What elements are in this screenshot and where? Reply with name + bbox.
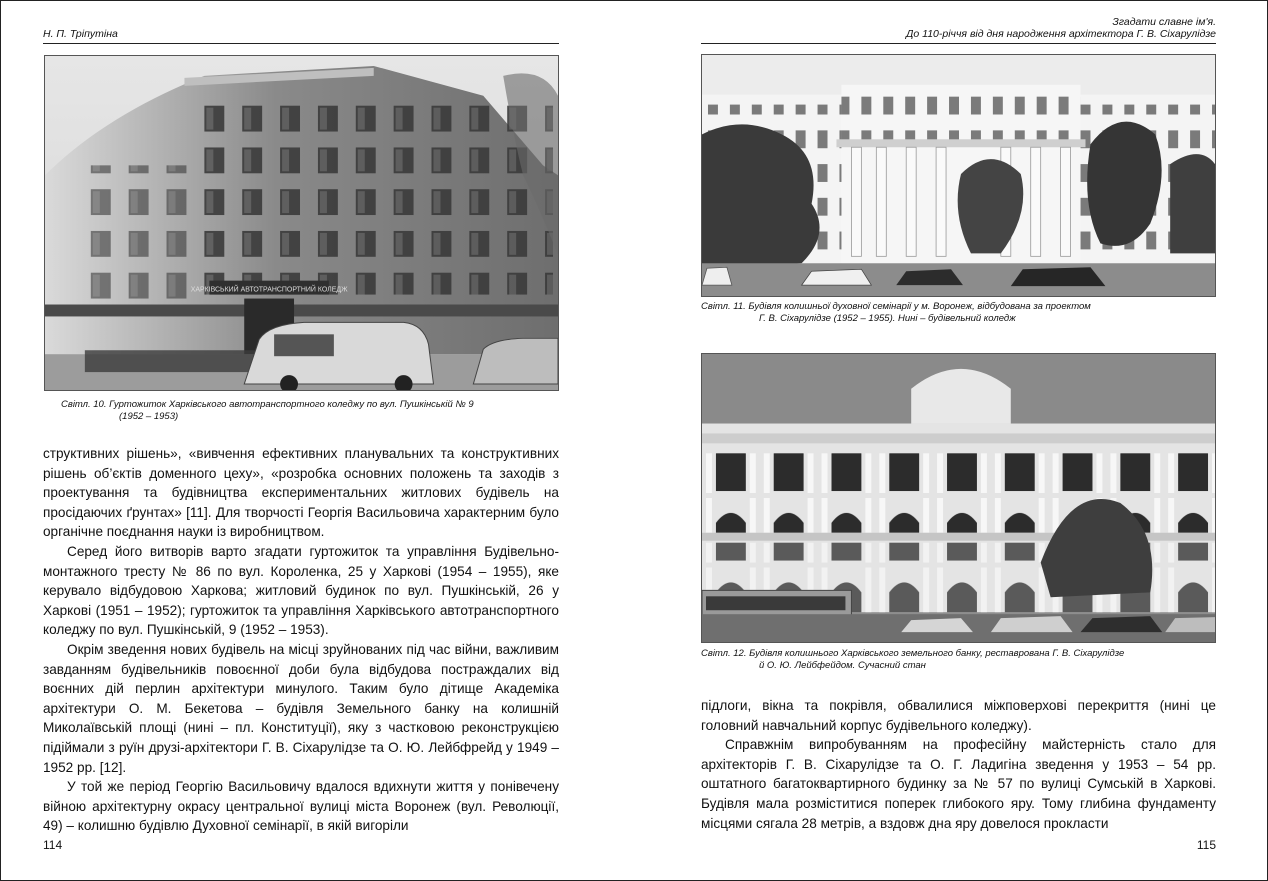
- paragraph: структивних рішень», «вивчення ефективних планувальних та конструктивних рішень об’єктів доменного цеху», «розробка основних положень та заходів з проектування та будівництва експериментальних житлових будівель на просідаючих ґрунтах» [11]. Для творчості Георгія Васильовича характерним було органічне поєднання науки із виробництвом.: [43, 446, 559, 540]
- header-rule-left: [43, 43, 559, 44]
- caption-figure-10: [61, 399, 561, 422]
- left-body-text: [43, 444, 559, 836]
- paragraph: Окрім зведення нових будівель на місці зруйнованих під час війни, важливим завданням будівельників повоєнної доби була відбудова постраждалих від воєнних дій перлин архітектури минулого. Таким було дітище Академіка архітектури О. М. Бекетова – будівля Земельного банку на колишній Миколаївській площі (нині – пл. Конституції), яку з частковою реконструкцією підіймали з руїн друзі-архітектори Г. В. Сіхарулідзе та О. Ю. Лейбфрейд у 1949 – 1952 рр. [12].: [43, 641, 559, 775]
- facade-sign-text: ХАРКІВСЬКИЙ АВТОТРАНСПОРТНИЙ КОЛЕДЖ: [190, 286, 348, 294]
- running-head-left: Н. П. Тріпутіна: [43, 28, 118, 40]
- caption-figure-12: [701, 648, 1216, 671]
- caption-10-line1: Світл. 10. Гуртожиток Харківського автотранспортного коледжу по вул. Пушкінській № 9: [61, 399, 474, 410]
- caption-12-line1: Світл. 12. Будівля колишнього Харківського земельного банку, реставрована Г. В. Сіхарулідзе: [701, 648, 1125, 659]
- header-rule-right: [701, 43, 1216, 44]
- left-page: [1, 1, 635, 880]
- paragraph: Серед його витворів варто згадати гуртожиток та управління Будівельно-монтажного тресту № 86 по вул. Короленка, 25 у Харкові (1954 – 1955), яке керувало відбудовою Харкова; житловий будинок по вул. Пушкінській, 26 у Харкові (1951 – 1952); гуртожиток та управління Харківського автотранспортного коледжу по вул. Пушкінській, 9 (1952 – 1953).: [43, 543, 559, 638]
- photo-kharkiv-land-bank: [701, 353, 1216, 643]
- running-head-right-line1: Згадати славне ім'я.: [1112, 16, 1216, 28]
- right-body-text: [701, 696, 1216, 833]
- caption-figure-11: [701, 301, 1216, 324]
- right-page: [635, 1, 1268, 880]
- paragraph: У той же період Георгію Васильовичу вдалося вдихнути життя у понівечену війною архітектурну окрасу центральної вулиці міста Воронеж (вул. Революції, 49) – колишню будівлю Духовної семінарії, в якій вигоріли: [43, 779, 559, 834]
- caption-11-line2: Г. В. Сіхарулідзе (1952 – 1955). Нині – будівельний коледж: [759, 312, 1016, 324]
- paragraph: підлоги, вікна та покрівля, обвалилися міжповерхові перекриття (нині це головний навчальний корпус будівельного коледжу).: [701, 698, 1216, 733]
- caption-12-line2: й О. Ю. Лейбфейдом. Сучасний стан: [759, 659, 926, 671]
- running-head-right-line2: До 110-річчя від дня народження архітектора Г. В. Сіхарулідзе: [906, 28, 1216, 40]
- photo-dormitory-building: [44, 55, 559, 391]
- page-number-right: 115: [1196, 838, 1216, 852]
- photo-voronezh-seminary: [701, 54, 1216, 297]
- running-head-right: [716, 16, 1216, 40]
- caption-10-line2: (1952 – 1953): [119, 410, 179, 422]
- page-number-left: 114: [43, 838, 63, 852]
- caption-11-line1: Світл. 11. Будівля колишньої духовної семінарії у м. Воронеж, відбудована за проектом: [701, 301, 1091, 312]
- paragraph: Справжнім випробуванням на професійну майстерність стало для архітекторів Г. В. Сіхарулідзе та О. Г. Ладигіна зведення у 1953 – 54 рр. оштатного багатоквартирного будинку за № 57 по вулиці Сумській в Харкові. Будівля мала розміститися поперек глибокого яру. Тому глибина фундаменту місцями сягала 28 метрів, а вздовж дна яру довелося прокласти: [701, 737, 1216, 831]
